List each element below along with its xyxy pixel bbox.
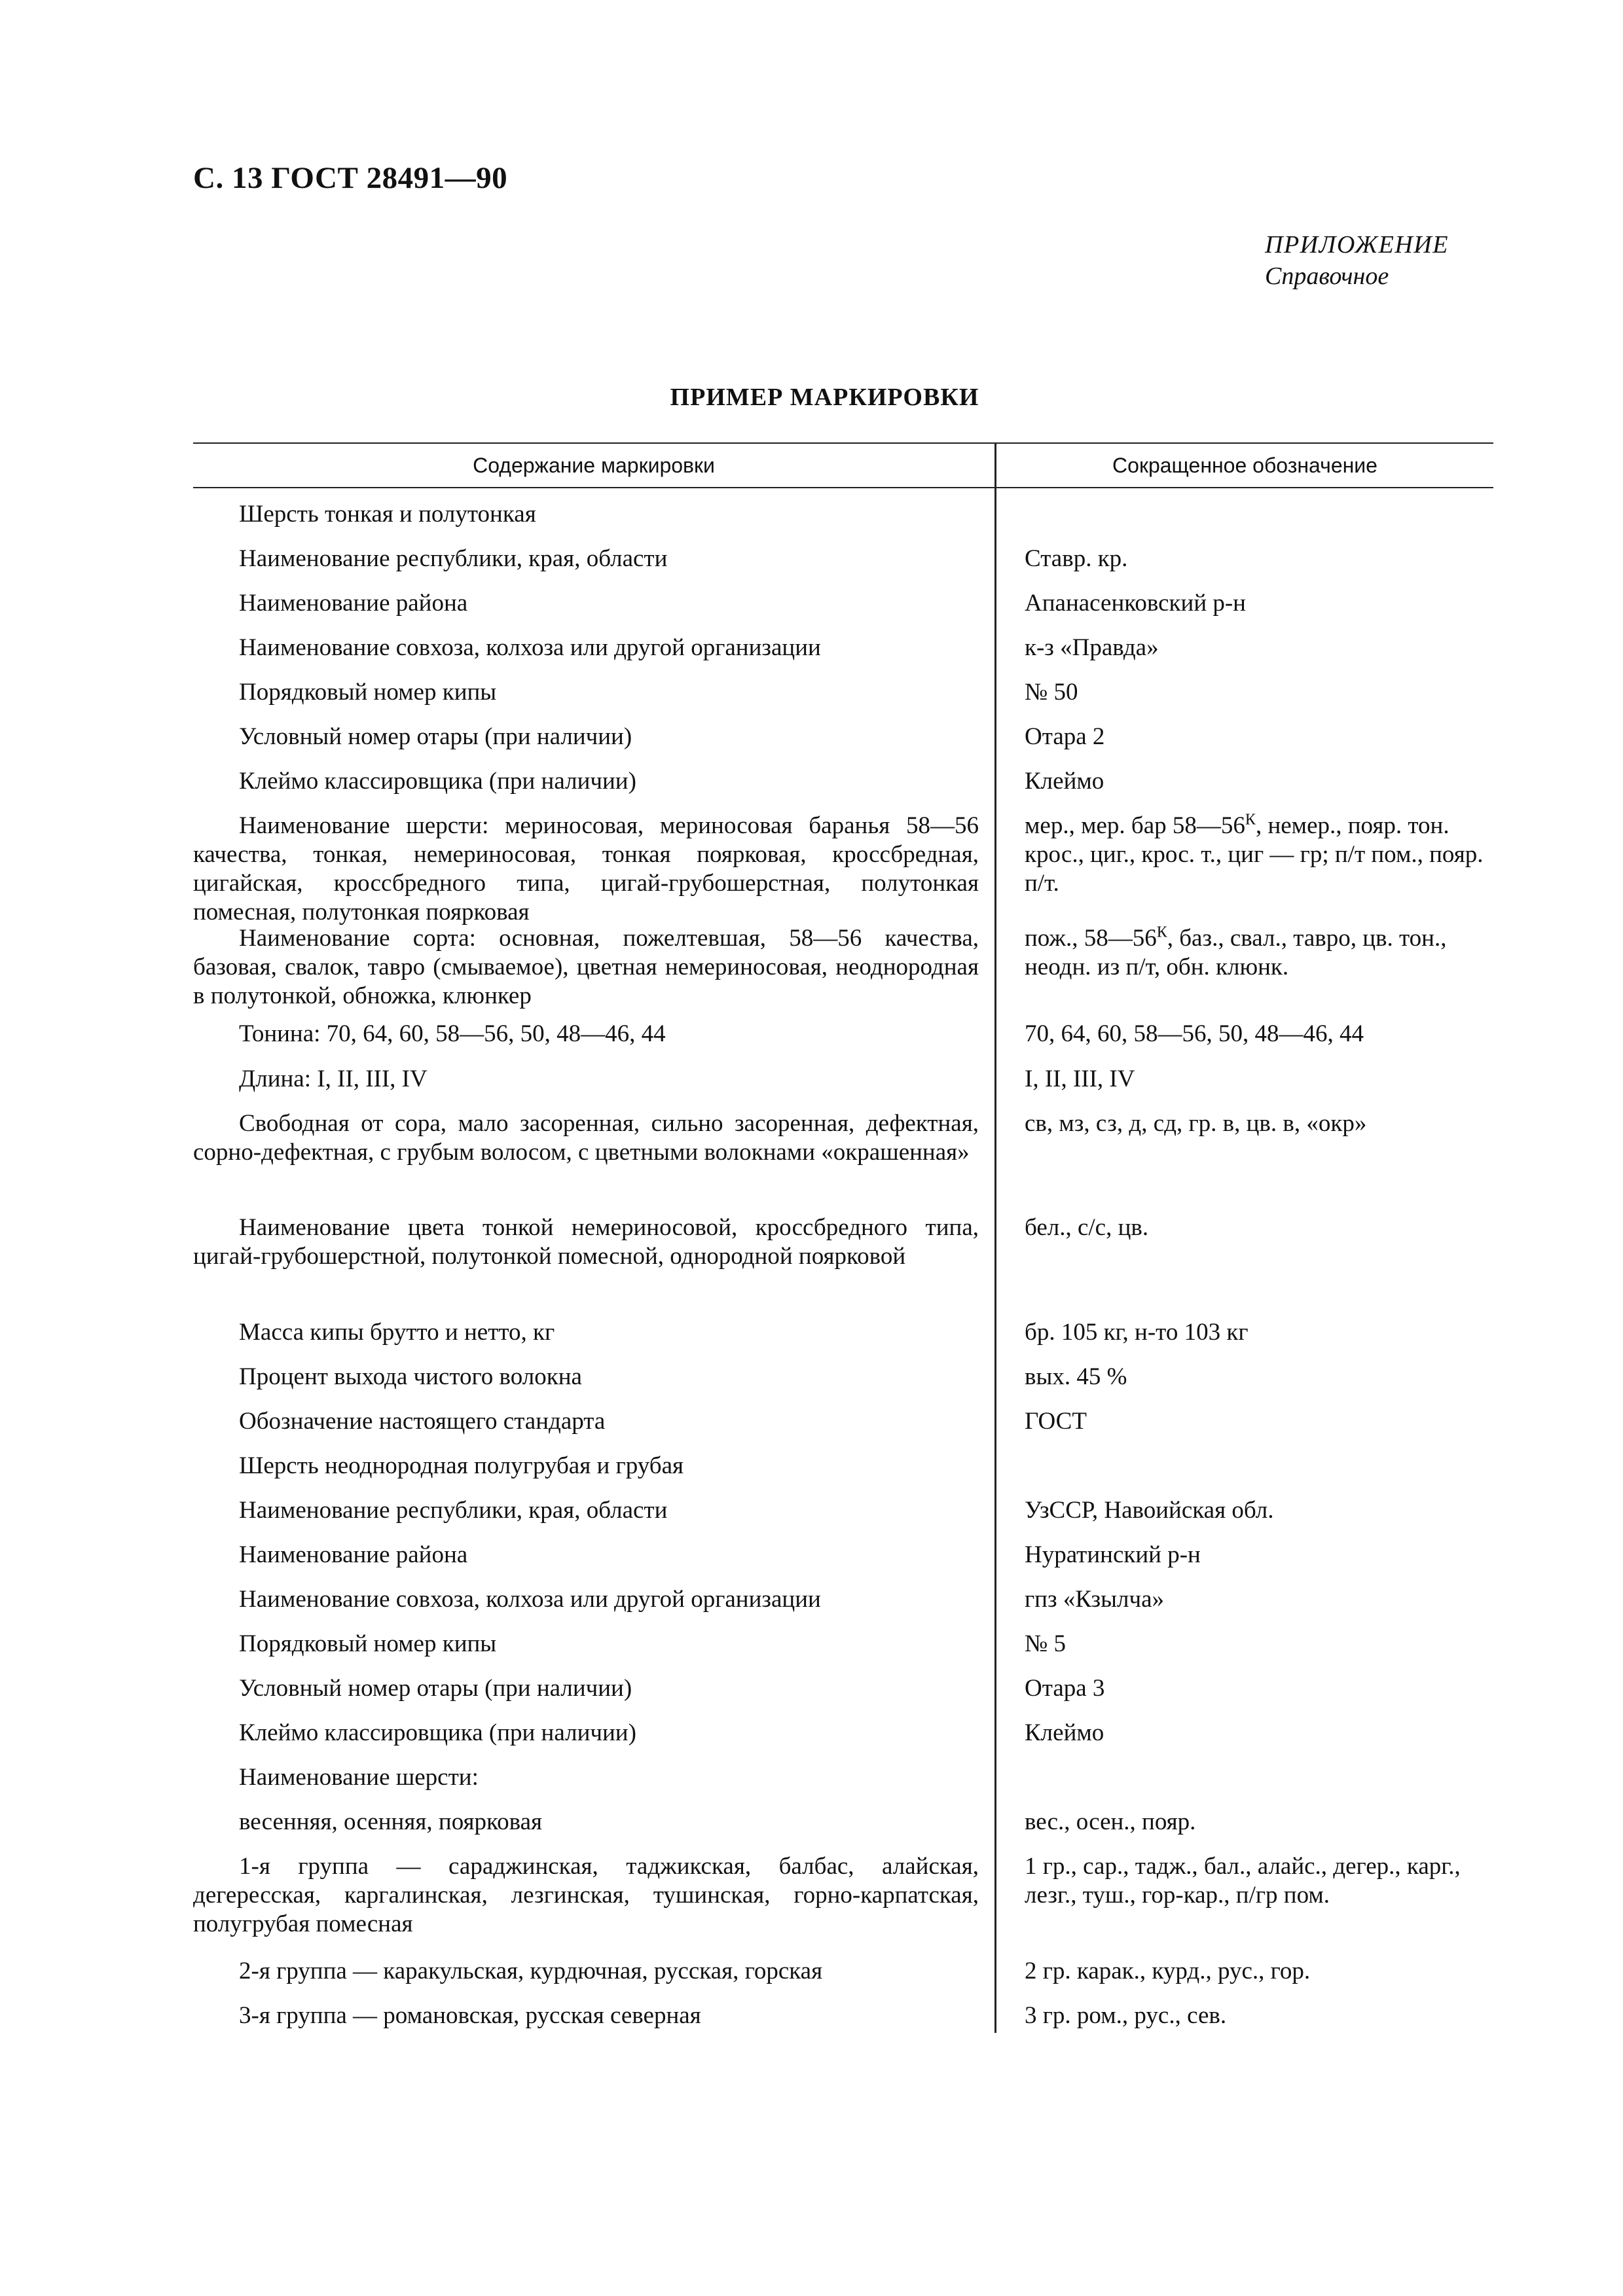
abbreviation-text: ГОСТ: [1025, 1408, 1087, 1435]
row-content-text: 2-я группа — каракульская, курдючная, русская, горская: [239, 1958, 823, 1984]
row-content: [193, 1808, 979, 1837]
row-content-text: Наименование шерсти: мериносовая, мериносовая баранья 58—56 качества, тонкая, немериносовая, тонкая поярковая, кроссбредная, цигайская, кроссбредного типа, цигай-грубошерстная, полутонкая помесная, полутонкая поярковая: [193, 812, 979, 925]
row-content: [193, 1020, 979, 1049]
row-abbreviation: [979, 1363, 1493, 1391]
row-content-text: Наименование сорта: основная, пожелтевшая, 58—56 качества, базовая, свалок, тавро (смываемое), цветная немериносовая, неоднородная в полутонкой, обножка, клюнкер: [193, 925, 979, 1009]
row-content-text: Наименование республики, края, области: [239, 1497, 668, 1524]
row-abbreviation: [979, 767, 1493, 796]
appendix-block: [1265, 229, 1449, 292]
row-content-text: Наименование совхоза, колхоза или другой организации: [239, 634, 821, 661]
row-content-text: Наименование республики, края, области: [239, 545, 668, 572]
abbreviation-text: к-з «Правда»: [1025, 634, 1159, 661]
row-content: [193, 1585, 979, 1614]
table-row: [193, 1496, 1493, 1525]
abbreviation-text: Клеймо: [1025, 768, 1104, 795]
table-row: [193, 2001, 1493, 2030]
abbreviation-text: 3 гр. ром., рус., сев.: [1025, 2002, 1227, 2029]
table-row: [193, 1213, 1493, 1271]
header-content: Содержание маркировки: [193, 444, 996, 487]
row-content-text: Тонина: 70, 64, 60, 58—56, 50, 48—46, 44: [239, 1020, 666, 1047]
row-abbreviation: [979, 924, 1493, 1011]
row-abbreviation: [979, 1808, 1493, 1837]
table-row: [193, 1541, 1493, 1570]
row-content: [193, 1674, 979, 1703]
row-content-text: Обозначение настоящего стандарта: [239, 1408, 606, 1435]
table-row: [193, 1585, 1493, 1614]
row-abbreviation: [979, 589, 1493, 618]
row-abbreviation: [979, 1407, 1493, 1436]
abbreviation-text: пож., 58—56: [1025, 925, 1157, 952]
row-content-text: Процент выхода чистого волокна: [239, 1363, 582, 1390]
abbreviation-text: Клеймо: [1025, 1719, 1104, 1746]
abbreviation-superscript: К: [1245, 811, 1256, 829]
row-abbreviation: [979, 1674, 1493, 1703]
row-content-text: Наименование совхоза, колхоза или другой организации: [239, 1586, 821, 1613]
table-row: [193, 545, 1493, 573]
table-row: [193, 500, 1493, 529]
abbreviation-text: Апанасенковский р-н: [1025, 590, 1246, 617]
table-row: [193, 1674, 1493, 1703]
table-row: [193, 589, 1493, 618]
row-abbreviation: [979, 723, 1493, 751]
row-content: [193, 1852, 979, 1939]
row-abbreviation: [979, 1541, 1493, 1570]
row-content: [193, 723, 979, 751]
row-content: [193, 924, 979, 1011]
abbreviation-text: 1 гр., сар., тадж., бал., алайс., дегер., карг., лезг., туш., гор-кар., п/гр пом.: [1025, 1853, 1461, 1909]
table-row: [193, 723, 1493, 751]
row-content-text: Свободная от сора, мало засоренная, сильно засоренная, дефектная, сорно-дефектная, с грубым волосом, с цветными волокнами «окрашенная»: [193, 1110, 979, 1166]
table-row: [193, 1407, 1493, 1436]
table-row: [193, 1065, 1493, 1094]
row-content: [193, 589, 979, 618]
row-abbreviation: [979, 1020, 1493, 1049]
row-content-text: Порядковый номер кипы: [239, 1630, 497, 1657]
abbreviation-text: Отара 2: [1025, 723, 1105, 750]
row-abbreviation: [979, 1452, 1493, 1480]
row-content: [193, 1407, 979, 1436]
row-content-text: Шерсть тонкая и полутонкая: [239, 501, 536, 528]
abbreviation-superscript: К: [1156, 924, 1167, 941]
header-abbreviation: Сокращенное обозначение: [1112, 453, 1377, 477]
row-content-text: Шерсть неоднородная полугрубая и грубая: [239, 1452, 684, 1479]
abbreviation-text: мер., мер. бар 58—56: [1025, 812, 1245, 839]
row-abbreviation: [979, 1109, 1493, 1167]
row-abbreviation: [979, 1763, 1493, 1792]
abbreviation-text: св, мз, сз, д, сд, гр. в, цв. в, «окр»: [1025, 1110, 1367, 1137]
row-abbreviation: [979, 1318, 1493, 1347]
abbreviation-text: гпз «Кзылча»: [1025, 1586, 1165, 1613]
row-content-text: Клеймо классировщика (при наличии): [239, 768, 636, 795]
abbreviation-text-cont: , немер., пояр. тон. крос., циг., крос. т., циг — гр; п/т пом., пояр. п/т.: [1025, 812, 1484, 897]
table-row: [193, 1957, 1493, 1986]
abbreviation-text: № 5: [1025, 1630, 1067, 1657]
row-content-text: весенняя, осенняя, поярковая: [239, 1808, 543, 1835]
abbreviation-text: вес., осен., пояр.: [1025, 1808, 1196, 1835]
abbreviation-text: УзССР, Навоийская обл.: [1025, 1497, 1274, 1524]
abbreviation-text: 70, 64, 60, 58—56, 50, 48—46, 44: [1025, 1020, 1364, 1047]
row-content: [193, 1957, 979, 1986]
row-content-text: 3-я группа — романовская, русская северная: [239, 2002, 701, 2029]
appendix-label: ПРИЛОЖЕНИЕ: [1265, 231, 1449, 259]
abbreviation-text: 2 гр. карак., курд., рус., гор.: [1025, 1958, 1311, 1984]
table-row: [193, 924, 1493, 1011]
row-content: [193, 812, 979, 927]
row-content-text: Масса кипы брутто и нетто, кг: [239, 1319, 555, 1346]
row-content: [193, 1318, 979, 1347]
table-row: [193, 1808, 1493, 1837]
row-content: [193, 634, 979, 662]
abbreviation-text: бел., с/с, цв.: [1025, 1214, 1149, 1241]
row-abbreviation: [979, 678, 1493, 707]
row-content-text: Длина: I, II, III, IV: [239, 1066, 428, 1092]
row-abbreviation: [979, 1065, 1493, 1094]
row-content-text: Наименование района: [239, 1541, 468, 1568]
table-row: [193, 634, 1493, 662]
table-row: [193, 1763, 1493, 1792]
table-row: [193, 812, 1493, 927]
row-content-text: Порядковый номер кипы: [239, 679, 497, 706]
abbreviation-text: вых. 45 %: [1025, 1363, 1127, 1390]
row-abbreviation: [979, 2001, 1493, 2030]
row-content: [193, 1065, 979, 1094]
abbreviation-text: Отара 3: [1025, 1675, 1105, 1702]
page-header: С. 13 ГОСТ 28491—90: [193, 161, 508, 195]
abbreviation-text: Нуратинский р-н: [1025, 1541, 1201, 1568]
table-row: [193, 1630, 1493, 1659]
row-abbreviation: [979, 1585, 1493, 1614]
row-content: [193, 1719, 979, 1748]
row-content: [193, 1763, 979, 1792]
title-text: ПРИМЕР МАРКИРОВКИ: [670, 384, 979, 411]
row-abbreviation: [979, 500, 1493, 529]
row-content: [193, 1213, 979, 1271]
table-row: [193, 1452, 1493, 1480]
row-abbreviation: [979, 634, 1493, 662]
row-content: [193, 1630, 979, 1659]
abbreviation-text: № 50: [1025, 679, 1078, 706]
appendix-kind: Справочное: [1265, 262, 1389, 290]
row-content: [193, 1452, 979, 1480]
row-content-text: Наименование цвета тонкой немериносовой, кроссбредного типа, цигай-грубошерстной, полутонкой помесной, однородной поярковой: [193, 1214, 979, 1270]
row-content: [193, 1496, 979, 1525]
table-row: [193, 1020, 1493, 1049]
row-content: [193, 767, 979, 796]
row-content: [193, 1363, 979, 1391]
table-header: [193, 444, 1493, 488]
row-content-text: Наименование района: [239, 590, 468, 617]
row-abbreviation: [979, 1496, 1493, 1525]
row-content: [193, 678, 979, 707]
row-content: [193, 2001, 979, 2030]
table-row: [193, 1318, 1493, 1347]
table-row: [193, 678, 1493, 707]
row-abbreviation: [979, 1957, 1493, 1986]
table-row: [193, 1363, 1493, 1391]
table-row: [193, 767, 1493, 796]
abbreviation-text: Ставр. кр.: [1025, 545, 1128, 572]
row-abbreviation: [979, 1719, 1493, 1748]
row-abbreviation: [979, 545, 1493, 573]
table-row: [193, 1852, 1493, 1939]
row-content: [193, 500, 979, 529]
row-content-text: Условный номер отары (при наличии): [239, 723, 632, 750]
row-abbreviation: [979, 1852, 1493, 1939]
row-abbreviation: [979, 1213, 1493, 1271]
table-row: [193, 1109, 1493, 1167]
row-content: [193, 545, 979, 573]
marking-table: [193, 442, 1493, 2029]
table-row: [193, 1719, 1493, 1748]
row-content: [193, 1541, 979, 1570]
row-abbreviation: [979, 1630, 1493, 1659]
document-title: [0, 383, 1623, 412]
row-content-text: 1-я группа — сараджинская, таджикская, балбас, алайская, дегересская, каргалинская, лезгинская, тушинская, горно-карпатская, полугрубая помесная: [193, 1853, 979, 1937]
row-content-text: Клеймо классировщика (при наличии): [239, 1719, 636, 1746]
row-content-text: Наименование шерсти:: [239, 1764, 479, 1791]
abbreviation-text: бр. 105 кг, н-то 103 кг: [1025, 1319, 1249, 1346]
abbreviation-text: I, II, III, IV: [1025, 1066, 1135, 1092]
row-abbreviation: [979, 812, 1493, 927]
abbreviation-text-cont: , баз., свал., тавро, цв. тон., неодн. из п/т, обн. клюнк.: [1025, 925, 1447, 980]
row-content: [193, 1109, 979, 1167]
row-content-text: Условный номер отары (при наличии): [239, 1675, 632, 1702]
